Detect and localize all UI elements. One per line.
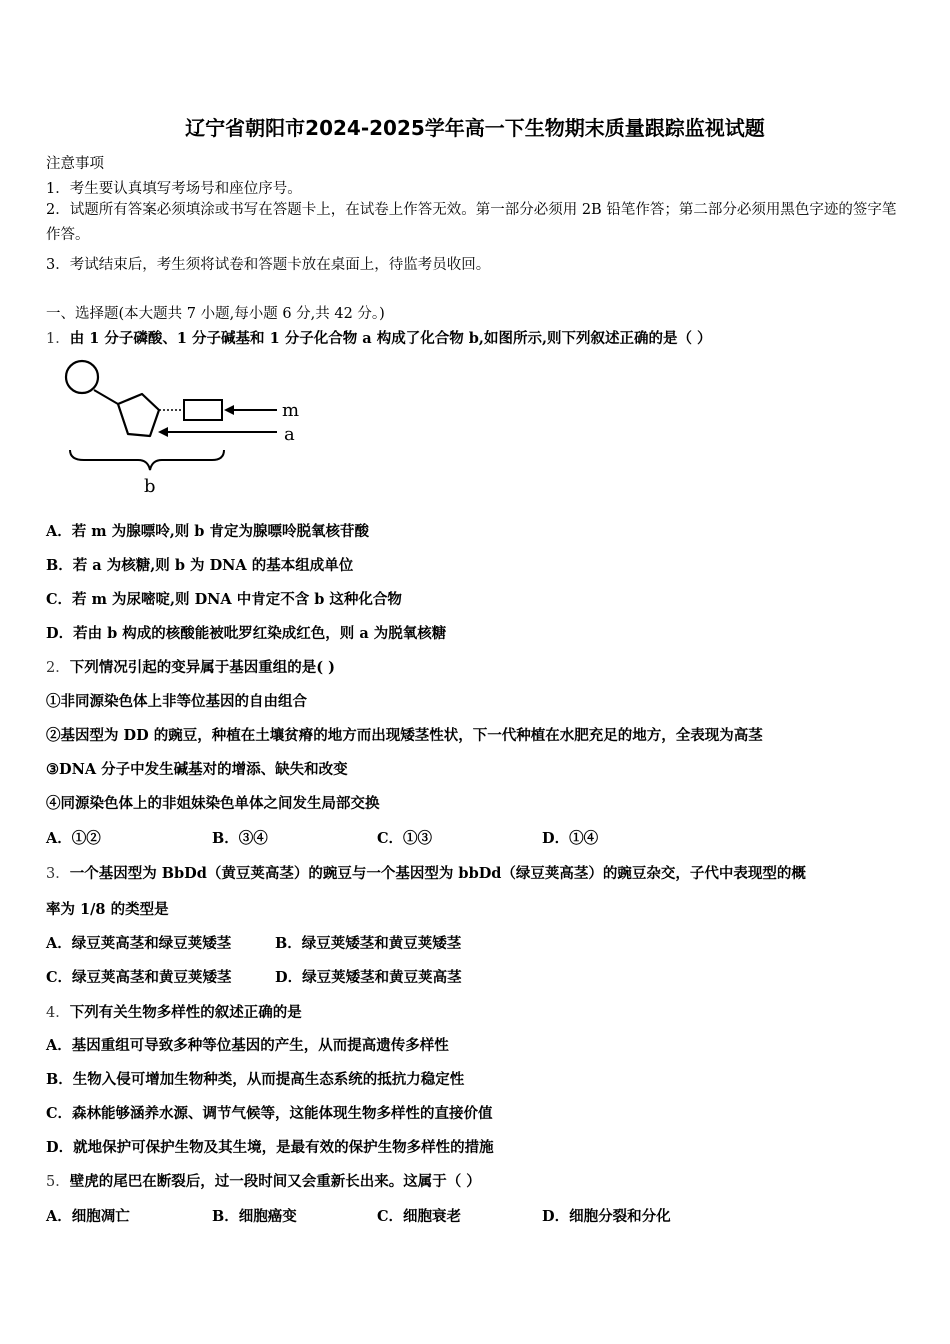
arrowhead-icon (224, 405, 234, 415)
option: D．①④ (542, 830, 599, 847)
phosphate-bond (94, 390, 118, 404)
question-text: 由 1 分子磷酸、1 分子碱基和 1 分子化合物 a 构成了化合物 b,如图所示,则下列叙述正确的是（ ） (69, 330, 712, 347)
label-a: a (284, 424, 295, 445)
question-3-stem (46, 862, 806, 883)
option: B．生物入侵可增加生物种类，从而提高生态系统的抵抗力稳定性 (46, 1071, 465, 1088)
question-number: 2． (46, 660, 70, 676)
base-rectangle (184, 400, 222, 420)
option: D．绿豆荚矮茎和黄豆荚高茎 (275, 969, 462, 986)
question-number: 5． (46, 1174, 70, 1190)
question-text: 下列有关生物多样性的叙述正确的是 (69, 1004, 302, 1021)
option: A．细胞凋亡 (46, 1208, 130, 1225)
question-text: 一个基因型为 BbDd（黄豆荚高茎）的豌豆与一个基因型为 bbDd（绿豆荚高茎）的豌豆杂交，子代中表现型的概 (69, 865, 806, 882)
question-text: 下列情况引起的变异属于基因重组的是( ) (69, 659, 336, 676)
option: C．绿豆荚高茎和黄豆荚矮茎 (46, 969, 232, 986)
question-4-stem (46, 1001, 302, 1022)
phosphate-circle (66, 361, 98, 393)
question-2-stem (46, 656, 335, 677)
option: B．若 a 为核糖,则 b 为 DNA 的基本组成单位 (46, 557, 354, 574)
option: D．就地保护可保护生物及其生境，是最有效的保护生物多样性的措施 (46, 1139, 494, 1156)
option: D．若由 b 构成的核酸能被吡罗红染成红色，则 a 为脱氧核糖 (46, 625, 447, 642)
statement: ②基因型为 DD 的豌豆，种植在土壤贫瘠的地方而出现矮茎性状，下一代种植在水肥充足的地方，全表现为高茎 (46, 727, 763, 744)
brace (70, 450, 224, 470)
option: C．若 m 为尿嘧啶,则 DNA 中肯定不含 b 这种化合物 (46, 591, 402, 608)
notice-item: 1．考生要认真填写考场号和座位序号。 (46, 181, 302, 197)
label-b: b (144, 476, 156, 497)
option: B．绿豆荚矮茎和黄豆荚矮茎 (275, 935, 462, 952)
question-number: 4． (46, 1005, 70, 1021)
option: B．细胞癌变 (212, 1208, 297, 1225)
option: C．细胞衰老 (377, 1208, 462, 1225)
option: A．①② (46, 830, 101, 847)
option: A．基因重组可导致多种等位基因的产生，从而提高遗传多样性 (46, 1037, 449, 1054)
option: B．③④ (212, 830, 268, 847)
label-m: m (282, 400, 300, 421)
option: A．若 m 为腺嘌呤,则 b 肯定为腺嘌呤脱氧核苷酸 (46, 523, 369, 540)
statement: ③DNA 分子中发生碱基对的增添、缺失和改变 (46, 761, 348, 778)
pentose-ring (118, 394, 159, 436)
question-number: 1． (46, 331, 70, 347)
question-text: 率为 1/8 的类型是 (46, 901, 169, 918)
option: A．绿豆荚高茎和绿豆荚矮茎 (46, 935, 232, 952)
question-1-stem (46, 327, 712, 348)
statement: ④同源染色体上的非姐妹染色单体之间发生局部交换 (46, 795, 380, 812)
page-title: 辽宁省朝阳市2024-2025学年高一下生物期末质量跟踪监视试题 (185, 116, 765, 140)
question-5-stem (46, 1170, 481, 1191)
nucleotide-diagram (62, 358, 312, 498)
option: C．森林能够涵养水源、调节气候等，这能体现生物多样性的直接价值 (46, 1105, 493, 1122)
arrowhead-icon (158, 427, 168, 437)
question-text: 壁虎的尾巴在断裂后，过一段时间又会重新长出来。这属于（ ） (69, 1173, 481, 1190)
option: C．①③ (377, 830, 433, 847)
notice-item: 2．试题所有答案必须填涂或书写在答题卡上，在试卷上作答无效。第一部分必须用 2B 铅笔作答；第二部分必须用黑色字迹的签字笔作答。 (46, 202, 897, 243)
notice-item: 3．考试结束后，考生须将试卷和答题卡放在桌面上，待监考员收回。 (46, 257, 491, 273)
option: D．细胞分裂和分化 (542, 1208, 671, 1225)
question-number: 3． (46, 866, 70, 882)
notice-heading: 注意事项 (46, 156, 104, 172)
section-heading: 一、选择题(本大题共 7 小题,每小题 6 分,共 42 分。) (46, 306, 385, 322)
statement: ①非同源染色体上非等位基因的自由组合 (46, 693, 307, 710)
